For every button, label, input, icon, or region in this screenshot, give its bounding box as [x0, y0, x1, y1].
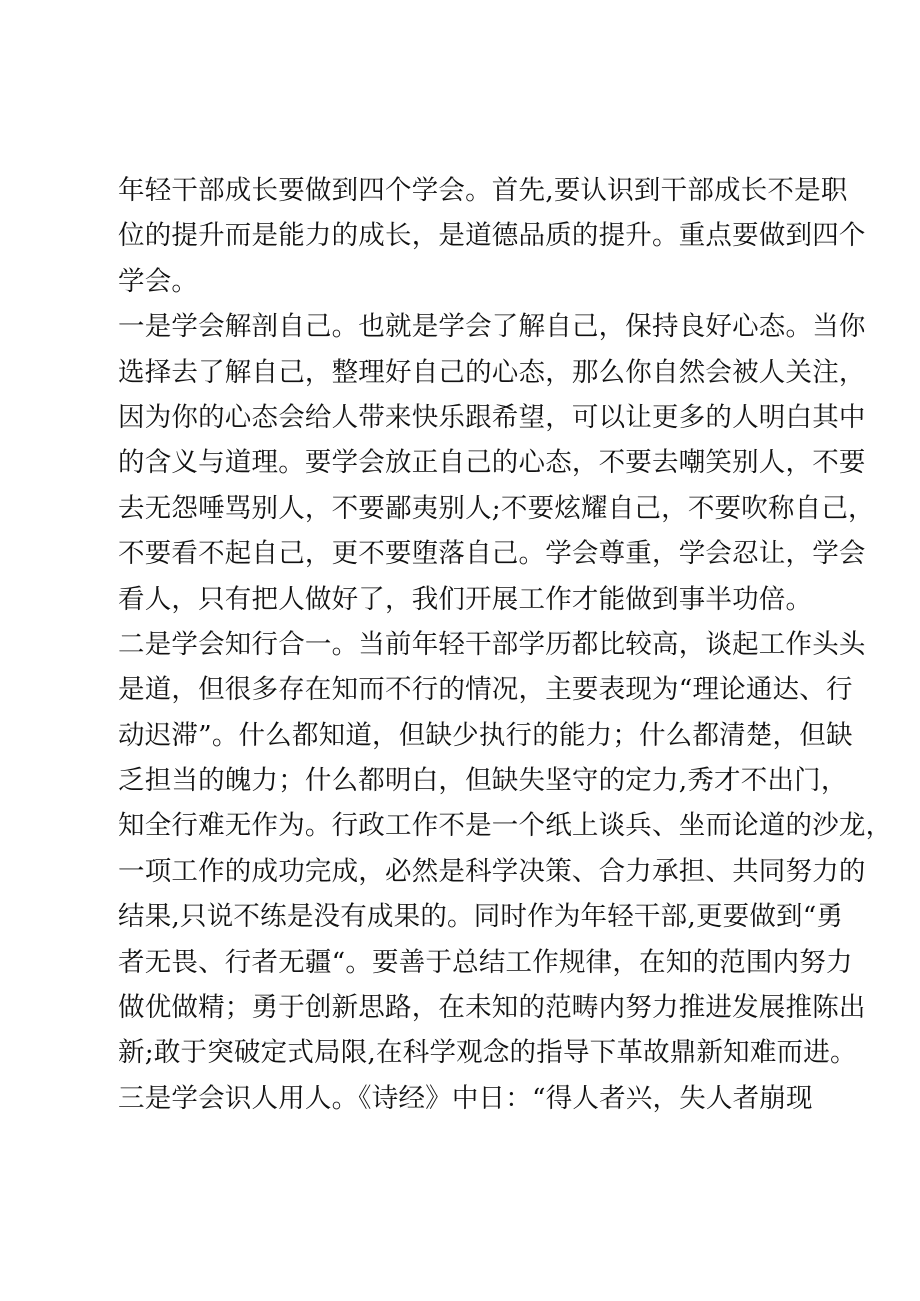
text-line: 不要看不起自己，更不要堕落自己。学会尊重，学会忍让，学会: [118, 538, 866, 570]
text-line: 动迟滞”。什么都知道，但缺少执行的能力；什么都清楚，但缺: [118, 719, 853, 751]
text-line: 三是学会识人用人。《诗经》中日：“得人者兴，失人者崩现: [118, 1082, 813, 1114]
text-line: 知全行难无作为。行政工作不是一个纸上谈兵、坐而论道的沙龙，: [118, 810, 893, 842]
text-line: 乏担当的魄力；什么都明白，但缺失坚守的定力,秀才不出门，: [118, 765, 848, 797]
text-line: 去无怨唾骂别人，不要鄙夷别人;不要炫耀自己，不要吹称自己，: [118, 492, 875, 524]
body-text: [118, 168, 893, 1121]
text-line: 一项工作的成功完成，必然是科学决策、合力承担、共同努力的: [118, 855, 866, 887]
text-line: 的含义与道理。要学会放正自己的心态，不要去嘲笑别人，不要: [118, 447, 866, 479]
text-line: 一是学会解剖自己。也就是学会了解自己，保持良好心态。当你: [118, 311, 866, 343]
text-line: 新;敢于突破定式局限,在科学观念的指导下革故鼎新知难而进。: [118, 1037, 857, 1069]
text-line: 结果,只说不练是没有成果的。同时作为年轻干部,更要做到“勇: [118, 901, 844, 933]
text-line: 位的提升而是能力的成长，是道德品质的提升。重点要做到四个: [118, 220, 866, 252]
text-line: 二是学会知行合一。当前年轻干部学历都比较高，谈起工作头头: [118, 628, 866, 660]
text-line: 选择去了解自己，整理好自己的心态，那么你自然会被人关注，: [118, 356, 866, 388]
text-line: 者无畏、行者无疆“。要善于总结工作规律，在知的范围内努力: [118, 946, 853, 978]
text-line: 年轻干部成长要做到四个学会。首先,要认识到干部成长不是职: [118, 175, 848, 206]
text-line: 学会。: [118, 265, 199, 297]
text-line: 做优做精；勇于创新思路，在未知的范畴内努力推进发展推陈出: [118, 992, 866, 1024]
text-line: 是道，但很多存在知而不行的情况，主要表现为“理论通达、行: [118, 674, 853, 706]
text-line: 因为你的心态会给人带来快乐跟希望，可以让更多的人明白其中: [118, 401, 866, 433]
text-line: 看人，只有把人做好了，我们开展工作才能做到事半功倍。: [118, 583, 813, 615]
